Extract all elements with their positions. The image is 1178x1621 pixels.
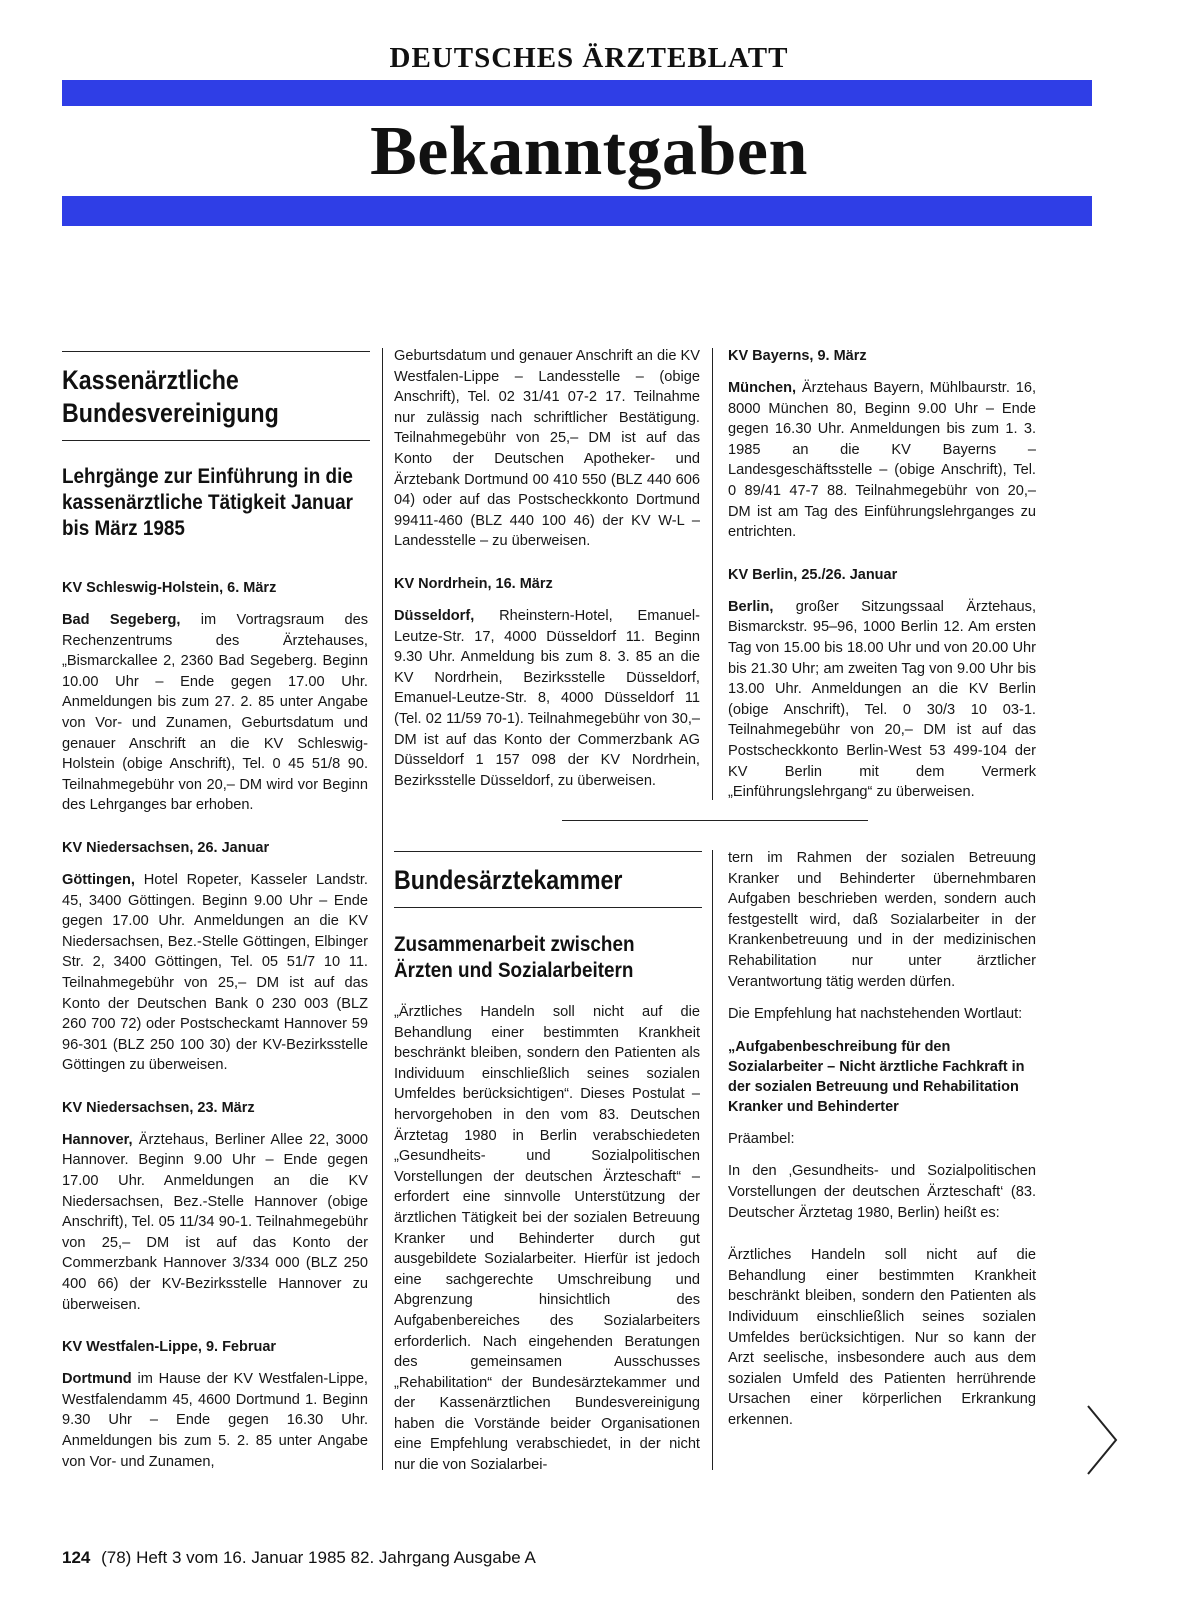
blue-band-bottom — [62, 196, 1092, 226]
continue-arrow-icon — [1084, 1404, 1120, 1481]
paragraph-baek-intro: „Ärztliches Handeln soll nicht auf die Behandlung einer bestimmten Krankheit beschränkt bleiben, sondern den Patienten als Individuum einschließlich seines sozialen Umfeldes berücksichtigen“. Dieses Postulat – hervorgehoben in den vom 83. Deutschen Ärztetag 1980 in Berlin verabschiedeten „Gesundheits- und Sozialpolitischen Vorstellungen der deutschen Ärzteschaft“ – erfordert eine sinnvolle Unterstützung der ärztlichen Tätigkeit bei der sozialen Betreuung Kranker und Behinderter durch gut ausgebildete Sozialarbeiter. Hierfür ist jedoch eine sachgerechte Umschreibung und Abgrenzung hinsichtlich des Aufgabenbereiches des Sozialarbeiters erforderlich. Nach eingehenden Beratungen des gemeinsamen Ausschusses „Rehabilitation“ der Bundesärztekammer und der Kassenärztlichen Bundesvereinigung haben die Vorstände beider Organisationen eine Empfehlung verabschiedet, in der nicht nur die von Sozialarbei- — [394, 1004, 700, 1474]
kbv-subtitle: Lehrgänge zur Einführung in die kassenärztliche Tätigkeit Januar bis März 1985 — [62, 465, 353, 540]
paragraph-muenchen: München, Ärztehaus Bayern, Mühlbaurstr. 16, 8000 München 80, Beginn 9.00 Uhr – Ende gegen 16.30 Uhr. Anmeldungen bis zum 1. 3. 1985 an die KV Bayerns – Landesgeschäftsstelle – (obige Anschrift), Tel. 0 89/41 47-7 88. Teilnahmegebühr von 20,– DM ist am Tag des Einführungslehrganges zu entrichten. — [728, 380, 1036, 541]
section-rule — [394, 851, 702, 852]
section-rule — [62, 351, 370, 352]
paragraph-goettingen: Göttingen, Hotel Ropeter, Kasseler Landstr. 45, 3400 Göttingen. Beginn 9.00 Uhr – Ende gegen 17.00 Uhr. Anmeldungen an die KV Niedersachsen, Bez.-Stelle Göttingen, Elbinger Str. 2, 3400 Göttingen, Tel. 05 51/7 10 11. Teilnahmegebühr von 25,– DM ist auf das Konto der Deutschen Bank 0 230 003 (BLZ 260 700 72) oder Postscheckamt Hannover 59 96-301 (BLZ 250 100 30) der KV-Bezirksstelle Göttingen zu überweisen. — [62, 871, 368, 1074]
page-title: Bekanntgaben — [370, 113, 808, 190]
region-heading-bayern: KV Bayerns, 9. März — [728, 348, 867, 364]
paragraph-praeambel: In den ‚Gesundheits- und Sozialpolitischen Vorstellungen der deutschen Ärzteschaft‘ (83. Deutscher Ärztetag 1980, Berlin) heißt es: — [728, 1163, 1036, 1221]
page-number: 124 — [62, 1548, 91, 1567]
baek-subtitle: Zusammenarbeit zwischen Ärzten und Sozialarbeitern — [394, 933, 635, 982]
column-3-lower-text — [728, 848, 1036, 1430]
region-heading-westfalen: KV Westfalen-Lippe, 9. Februar — [62, 1339, 277, 1356]
column-1-text — [62, 578, 368, 1472]
section-rule — [394, 907, 702, 908]
column-divider-right-upper — [712, 348, 713, 800]
column-2-lower-text — [394, 1002, 700, 1476]
column-3-upper-text — [728, 346, 1036, 803]
column-2-upper-text — [394, 346, 700, 791]
issue-info: (78) Heft 3 vom 16. Januar 1985 82. Jahrgang Ausgabe A — [101, 1548, 536, 1567]
section-rule — [62, 440, 370, 441]
column-divider-left — [382, 348, 383, 1470]
region-heading-nordrhein: KV Nordrhein, 16. März — [394, 575, 553, 592]
section-divider — [562, 820, 868, 821]
region-heading-schleswig: KV Schleswig-Holstein, 6. März — [62, 580, 277, 596]
paragraph-dortmund-continued: Geburtsdatum und genauer Anschrift an die KV Westfalen-Lippe – Landesstelle – (obige Anschrift), Tel. 02 31/41 07-2 17. Teilnahme nur zulässig nach schriftlicher Bestätigung. Teilnahmegebühr von 25,– DM ist auf das Konto der Deutschen Apotheker- und Ärztebank Dortmund 00 410 550 (BLZ 440 606 04) oder auf das Postscheckkonto Dortmund 99411-460 (BLZ 440 100 46) der KV W-L – Landesstelle – zu überweisen. — [394, 348, 700, 550]
baek-heading: Bundesärztekammer — [394, 865, 623, 895]
region-heading-niedersachsen-januar: KV Niedersachsen, 26. Januar — [62, 839, 270, 856]
region-heading-berlin: KV Berlin, 25./26. Januar — [728, 566, 898, 583]
masthead: DEUTSCHES ÄRZTEBLATT — [389, 42, 789, 74]
kbv-heading: Kassenärztliche Bundesvereinigung — [62, 365, 279, 428]
region-heading-niedersachsen-maerz: KV Niedersachsen, 23. März — [62, 1099, 255, 1116]
paragraph-aerztliches-handeln: Ärztliches Handeln soll nicht auf die Behandlung einer bestimmten Krankheit beschränkt bleiben, sondern den Patienten als Individuum einschließlich seines sozialen Umfeldes berücksichtigen. Nur so kann der Arzt seelische, insbesondere auch aus dem sozialen Umfeld des Patienten herrührende Ursachen einer körperlichen Erkrankung erkennen. — [728, 1247, 1036, 1428]
paragraph-praeambel-label: Präambel: — [728, 1130, 795, 1147]
recommendation-heading: „Aufgabenbeschreibung für den Sozialarbeiter – Nicht ärztliche Fachkraft in der sozialen Betreuung und Rehabilitation Kranker und Behinderter — [728, 1038, 1025, 1115]
paragraph-baek-continued: tern im Rahmen der sozialen Betreuung Kranker und Behinderter übernehmbaren Aufgaben beschrieben werden, sondern auch festgestellt wird, daß Sozialarbeiter in der Krankenbetreuung und in der medizinischen Rehabilitation nur unter ärztlicher Verantwortung tätig werden dürfen. — [728, 850, 1036, 990]
paragraph-empfehlung: Die Empfehlung hat nachstehenden Wortlaut: — [728, 1006, 1023, 1023]
paragraph-dortmund: Dortmund im Hause der KV Westfalen-Lippe, Westfalendamm 45, 4600 Dortmund 1. Beginn 9.30 Uhr – Ende gegen 16.30 Uhr. Anmeldungen bis zum 5. 2. 85 unter Angabe von Vor- und Zunamen, — [62, 1371, 368, 1470]
paragraph-berlin: Berlin, großer Sitzungssaal Ärztehaus, Bismarckstr. 95–96, 1000 Berlin 12. Am ersten Tag von 15.00 bis 18.00 Uhr und von 20.00 Uhr bis 21.30 Uhr; am zweiten Tag von 9.00 Uhr bis 13.00 Uhr. Anmeldungen an die KV Berlin (obige Anschrift), Tel. 0 30/3 10 03-1. Teilnahmegebühr von 20,– DM ist auf das Postscheckkonto Berlin-West 53 499-104 der KV Berlin mit dem Vermerk „Einführungslehrgang“ zu überweisen. — [728, 598, 1036, 801]
blue-band-top — [62, 80, 1092, 106]
page-footer — [62, 1548, 536, 1568]
column-divider-right-lower — [712, 850, 713, 1470]
paragraph-segeberg: Bad Segeberg, im Vortragsraum des Rechenzentrums des Ärztehauses, „Bismarckallee 2, 2360 Bad Segeberg. Beginn 10.00 Uhr – Ende gegen 17.00 Uhr. Anmeldungen bis zum 27. 2. 85 unter Angabe von Vor- und Zunamen, Geburtsdatum und genauer Anschrift an die KV Schleswig-Holstein (obige Anschrift), Tel. 0 45 51/8 90. Teilnahmegebühr von 20,– DM wird vor Beginn des Lehrganges bar erhoben. — [62, 612, 368, 814]
paragraph-hannover: Hannover, Ärztehaus, Berliner Allee 22, 3000 Hannover. Beginn 9.00 Uhr – Ende gegen 17.00 Uhr. Anmeldungen an die KV Niedersachsen, Bez.-Stelle Hannover (obige Anschrift), Tel. 05 11/34 90-1. Teilnahmegebühr von 25,– DM ist auf das Konto der Commerzbank Hannover 3/334 000 (BLZ 250 400 66) der KV-Bezirksstelle Hannover zu überweisen. — [62, 1131, 368, 1313]
paragraph-duesseldorf: Düsseldorf, Rheinstern-Hotel, Emanuel-Leutze-Str. 17, 4000 Düsseldorf 11. Beginn 9.30 Uhr. Anmeldung bis zum 8. 3. 85 an die KV Nordrhein, Bezirksstelle Düsseldorf, Emanuel-Leutze-Str. 8, 4000 Düsseldorf 11 (Tel. 02 11/59 70-1). Teilnahmegebühr von 30,– DM ist auf das Konto der Commerzbank AG Düsseldorf 1 157 098 der KV Nordrhein, Bezirksstelle Düsseldorf, zu überweisen. — [394, 607, 700, 789]
